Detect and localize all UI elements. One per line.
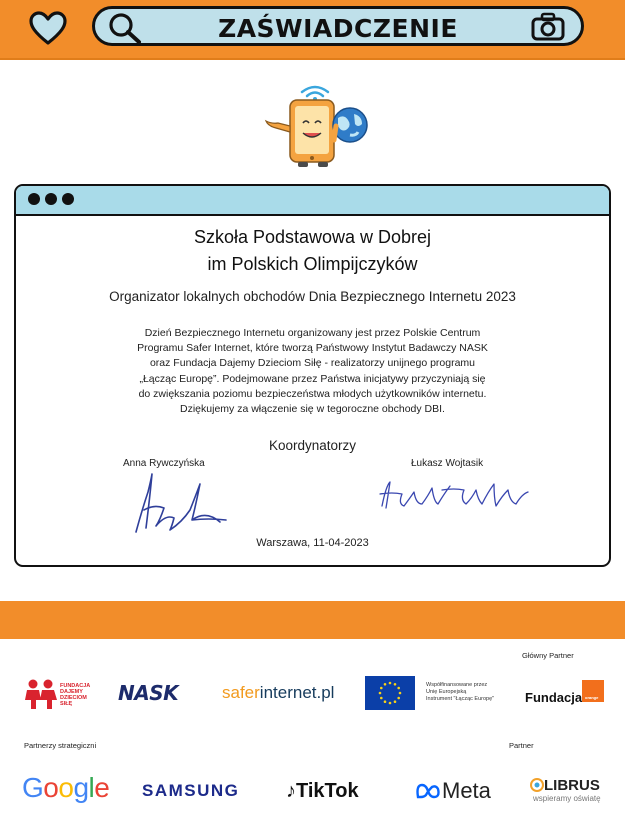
certificate-body bbox=[90, 326, 535, 417]
school-name-line-2: im Polskich Olimpijczyków bbox=[207, 254, 418, 274]
fdds-line: DAJEMY bbox=[60, 689, 83, 695]
safer-text: safer bbox=[222, 683, 260, 702]
meta-text: Meta bbox=[442, 778, 491, 803]
google-letter: o bbox=[58, 772, 74, 803]
eu-cofinancing-text bbox=[426, 682, 494, 703]
tablet-mascot-illustration bbox=[262, 80, 370, 172]
orange-logo-text: orange bbox=[585, 695, 599, 700]
header-band bbox=[0, 0, 625, 60]
google-letter: g bbox=[73, 772, 89, 803]
nask-logo: NASK bbox=[118, 681, 179, 705]
eu-flag-icon bbox=[365, 676, 415, 710]
fdds-line: DZIECIOM bbox=[60, 695, 87, 701]
body-line: do zwiększania poziomu bezpieczeństwa młodych użytkowników internetu. bbox=[138, 387, 487, 400]
window-dot-icon bbox=[45, 193, 57, 205]
eu-line: Instrument "Łącząc Europę" bbox=[426, 696, 495, 702]
camera-icon[interactable] bbox=[531, 12, 565, 42]
google-logo bbox=[22, 772, 109, 804]
librus-tagline: wspieramy oświatę bbox=[533, 794, 601, 803]
meta-logo bbox=[414, 778, 491, 804]
heart-icon[interactable] bbox=[28, 10, 68, 46]
school-name-line-1: Szkoła Podstawowa w Dobrej bbox=[193, 227, 432, 247]
internet-text: internet.pl bbox=[259, 683, 335, 702]
google-letter: G bbox=[22, 772, 44, 803]
strategic-partners-label: Partnerzy strategiczni bbox=[24, 741, 97, 750]
title-bar bbox=[92, 6, 584, 46]
eu-line: Współfinansowane przez bbox=[426, 682, 488, 688]
issue-date: Warszawa, 11-04-2023 bbox=[256, 537, 369, 549]
librus-text: LIBRUS bbox=[544, 777, 600, 794]
window-title-bar bbox=[16, 186, 609, 216]
google-letter: l bbox=[88, 772, 95, 803]
samsung-logo: SAMSUNG bbox=[142, 781, 240, 800]
tiktok-note-icon: ♪ bbox=[286, 780, 296, 802]
fdds-line: SIŁĘ bbox=[60, 701, 73, 707]
main-partner-label: Główny Partner bbox=[522, 651, 574, 660]
tiktok-text: TikTok bbox=[296, 780, 359, 802]
saferinternet-logo bbox=[222, 683, 334, 703]
body-line: „Łącząc Europę”. Podejmowane przez Państwa inicjatywy przyczyniają się bbox=[139, 372, 486, 385]
window-dot-icon bbox=[62, 193, 74, 205]
school-name bbox=[0, 224, 625, 278]
tiktok-logo bbox=[286, 780, 359, 803]
meta-infinity-icon bbox=[414, 783, 442, 799]
signature-1 bbox=[130, 470, 230, 536]
google-letter: e bbox=[94, 772, 110, 803]
fdds-logo bbox=[23, 678, 59, 710]
coordinators-heading: Koordynatorzy bbox=[268, 438, 357, 453]
organizer-line: Organizator lokalnych obchodów Dnia Bezpiecznego Internetu 2023 bbox=[109, 289, 516, 304]
signature-2 bbox=[378, 476, 536, 514]
body-line: oraz Fundacja Dajemy Dzieciom Siłę - realizatorzy unijnego programu bbox=[149, 357, 476, 370]
body-line: Programu Safer Internet, które tworzą Państwowy Instytut Badawczy NASK bbox=[137, 342, 488, 355]
window-dot-icon bbox=[28, 193, 40, 205]
footer-band bbox=[0, 601, 625, 639]
google-letter: o bbox=[43, 772, 59, 803]
body-line: Dzień Bezpiecznego Internetu organizowany jest przez Polskie Centrum bbox=[144, 327, 481, 339]
fdds-text bbox=[60, 683, 90, 707]
coordinator-1-name: Anna Rywczyńska bbox=[123, 458, 205, 469]
fundacja-orange-label: Fundacja bbox=[525, 690, 583, 705]
librus-mark-icon bbox=[530, 778, 544, 792]
fdds-line: FUNDACJA bbox=[60, 683, 91, 689]
coordinator-2-name: Łukasz Wojtasik bbox=[411, 458, 484, 469]
partner-label: Partner bbox=[509, 741, 534, 750]
body-line: Dziękujemy za włączenie się w tegoroczne obchody DBI. bbox=[180, 403, 445, 416]
librus-logo bbox=[530, 777, 600, 794]
eu-line: Unię Europejską bbox=[426, 689, 467, 695]
page-title: ZAŚWIADCZENIE bbox=[218, 14, 458, 43]
